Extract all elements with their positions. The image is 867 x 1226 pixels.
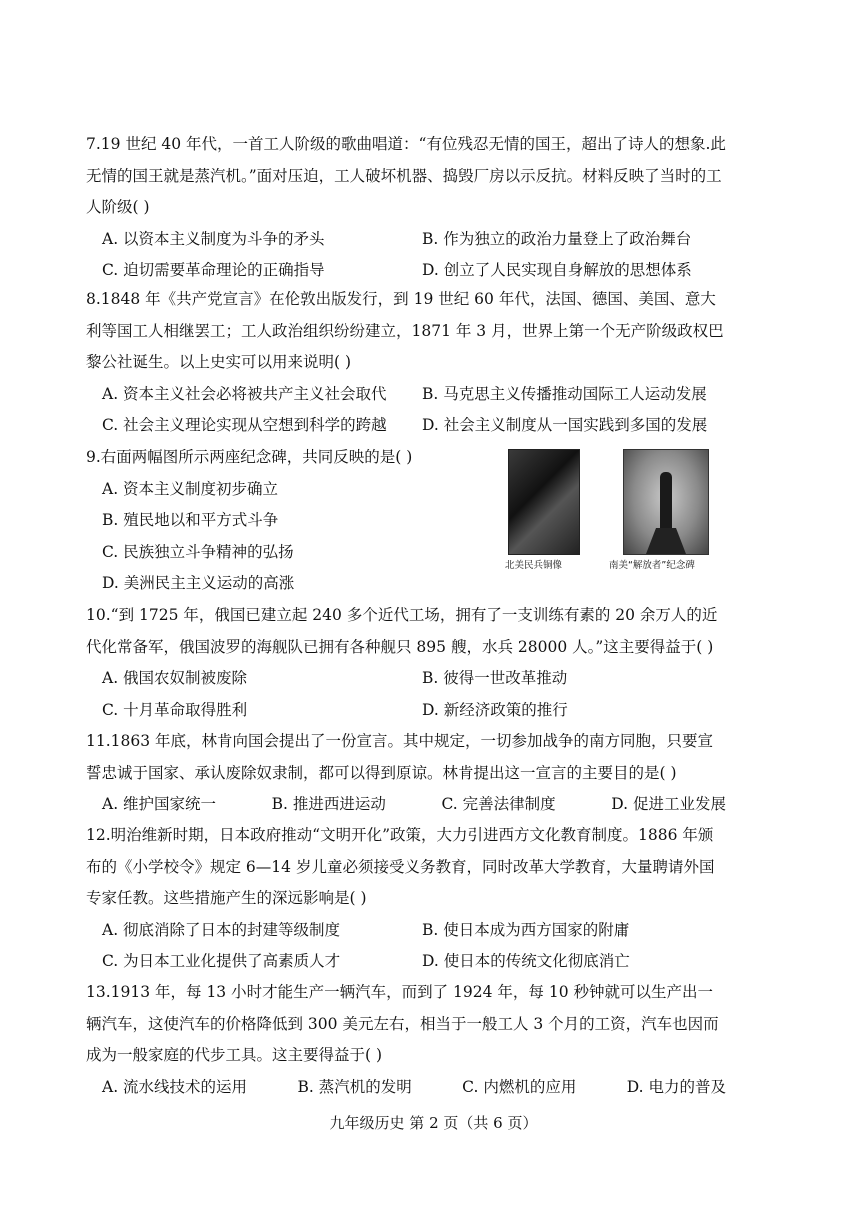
north-america-militia-statue-photo bbox=[508, 449, 580, 555]
question-stem: 11.1863 年底，林肯向国会提出了一份宣言。其中规定，一切参加战争的南方同胞，只要宣誓忠诚于国家、承认废除奴隶制，都可以得到原谅。林肯提出这一宣言的主要目的是( ) bbox=[86, 732, 714, 782]
option-d: D. 促进工业发展 bbox=[611, 795, 726, 813]
option-a: A. 资本主义社会必将被共产主义社会取代 bbox=[102, 384, 387, 403]
option-d: D. 社会主义制度从一国实践到多国的发展 bbox=[422, 416, 708, 434]
options bbox=[86, 224, 726, 287]
question-12 bbox=[86, 820, 726, 978]
question-11 bbox=[86, 726, 726, 821]
option-b: B. 马克思主义传播推动国际工人运动发展 bbox=[422, 384, 707, 403]
option-b: B. 使日本成为西方国家的附庸 bbox=[422, 920, 630, 939]
question-8 bbox=[86, 284, 726, 442]
statue-figure bbox=[660, 472, 672, 530]
option-c: C. 社会主义理论实现从空想到科学的跨越 bbox=[102, 416, 387, 434]
option-c: C. 内燃机的应用 bbox=[462, 1077, 577, 1096]
option-a: A. 流水线技术的运用 bbox=[102, 1077, 248, 1096]
option-b: B. 蒸汽机的发明 bbox=[297, 1077, 412, 1096]
option-c: C. 十月革命取得胜利 bbox=[102, 700, 248, 719]
option-d: D. 创立了人民实现自身解放的思想体系 bbox=[422, 261, 692, 279]
question-stem: 12.明治维新时期，日本政府推动“文明开化”政策，大力引进西方文化教育制度。1886 年颁布的《小学校令》规定 6—14 岁儿童必须接受义务教育，同时改革大学教育，大量聘请外国专家任教。这些措施产生的深远影响是( ) bbox=[86, 826, 715, 907]
options bbox=[86, 789, 726, 821]
option-c: C. 完善法律制度 bbox=[441, 795, 556, 813]
option-b: B. 殖民地以和平方式斗争 bbox=[102, 511, 279, 529]
figure-caption-2: 南美“解放者”纪念碑 bbox=[609, 560, 695, 571]
question-13 bbox=[86, 977, 726, 1103]
south-america-liberator-monument-photo bbox=[623, 449, 709, 555]
question-stem: 9.右面两幅图所示两座纪念碑，共同反映的是( ) bbox=[86, 448, 413, 466]
question-10 bbox=[86, 600, 726, 726]
statue-pedestal bbox=[646, 528, 686, 554]
option-c: C. 迫切需要革命理论的正确指导 bbox=[102, 261, 325, 279]
option-d: D. 美洲民主主义运动的高涨 bbox=[102, 574, 295, 592]
question-9 bbox=[86, 442, 486, 600]
option-c: C. 民族独立斗争精神的弘扬 bbox=[102, 542, 294, 561]
option-d: D. 新经济政策的推行 bbox=[422, 700, 568, 719]
figure-caption-1: 北美民兵铜像 bbox=[505, 560, 563, 571]
question-stem: 8.1848 年《共产党宣言》在伦敦出版发行，到 19 世纪 60 年代，法国、德国、美国、意大利等国工人相继罢工；工人政治组织纷纷建立，1871 年 3 月，世界上第一个无产阶级政权巴黎公社诞生。以上史实可以用来说明( ) bbox=[86, 290, 724, 371]
question-stem: 10.“到 1725 年，俄国已建立起 240 多个近代工场，拥有了一支训练有素的 20 余万人的近代化常备军，俄国波罗的海舰队已拥有各种舰只 895 艘，水兵 28000 人。”这主要得益于( ) bbox=[86, 606, 718, 656]
options bbox=[86, 1072, 726, 1104]
options bbox=[86, 663, 726, 726]
options bbox=[86, 474, 486, 600]
question-stem: 13.1913 年，每 13 小时才能生产一辆汽车，而到了 1924 年，每 10 秒钟就可以生产出一辆汽车，这使汽车的价格降低到 300 美元左右，相当于一般工人 3 个月的工资，汽车也因而成为一般家庭的代步工具。这主要得益于( ) bbox=[86, 983, 719, 1064]
option-a: A. 俄国农奴制被废除 bbox=[102, 669, 248, 687]
option-d: D. 使日本的传统文化彻底消亡 bbox=[422, 952, 630, 970]
option-b: B. 推进西进运动 bbox=[271, 795, 386, 813]
option-a: A. 彻底消除了日本的封建等级制度 bbox=[102, 920, 341, 939]
monument-figures bbox=[505, 449, 725, 575]
question-7 bbox=[86, 129, 726, 287]
option-c: C. 为日本工业化提供了高素质人才 bbox=[102, 952, 341, 970]
page-footer: 九年级历史 第 2 页（共 6 页） bbox=[329, 1114, 538, 1132]
option-b: B. 彼得一世改革推动 bbox=[422, 669, 568, 687]
option-a: A. 资本主义制度初步确立 bbox=[102, 479, 279, 498]
option-a: A. 以资本主义制度为斗争的矛头 bbox=[102, 229, 325, 248]
options bbox=[86, 915, 726, 978]
options bbox=[86, 379, 726, 442]
option-a: A. 维护国家统一 bbox=[102, 795, 217, 813]
option-d: D. 电力的普及 bbox=[626, 1077, 726, 1096]
option-b: B. 作为独立的政治力量登上了政治舞台 bbox=[422, 229, 692, 248]
question-stem: 7.19 世纪 40 年代，一首工人阶级的歌曲唱道：“有位残忍无情的国王，超出了诗人的想象.此无情的国王就是蒸汽机。”面对压迫，工人破坏机器、捣毁厂房以示反抗。材料反映了当时的工人阶级( ) bbox=[86, 135, 726, 216]
